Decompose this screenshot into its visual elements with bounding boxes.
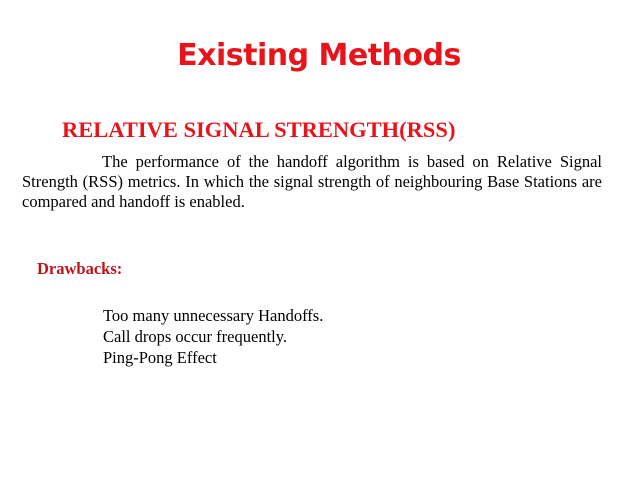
drawback-item: Too many unnecessary Handoffs. — [103, 306, 324, 325]
drawback-item: Call drops occur frequently. — [103, 327, 288, 346]
drawbacks-heading: Drawbacks: — [37, 259, 123, 278]
slide-title: Existing Methods — [177, 38, 461, 73]
drawback-item: Ping-Pong Effect — [103, 348, 217, 367]
description-paragraph: The performance of the handoff algorithm is based on Relative Signal Strength (RSS) metrics. In which the signal strength of neighbouring Base Stations are compared and handoff is enabled. — [22, 152, 602, 211]
drawbacks-list — [103, 305, 323, 368]
section-subtitle: RELATIVE SIGNAL STRENGTH(RSS) — [62, 117, 456, 142]
